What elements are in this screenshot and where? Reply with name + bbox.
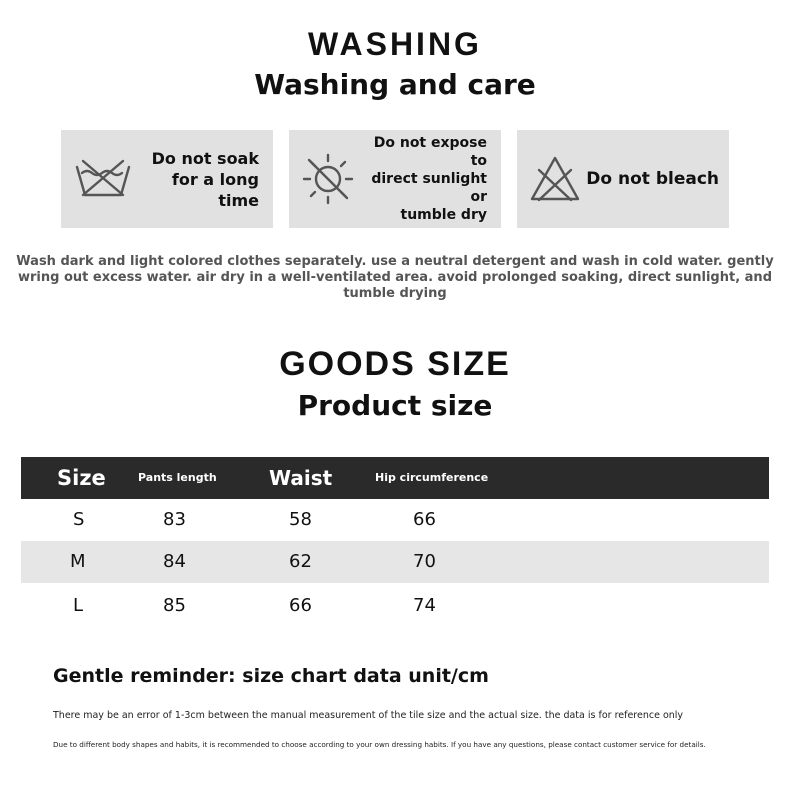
size-reminder: Gentle reminder: size chart data unit/cm [53, 665, 489, 687]
row-s-size: S [73, 509, 85, 530]
care-card-no-sun [289, 130, 501, 228]
row-l-size: L [73, 595, 84, 616]
row-s-pants-length: 83 [163, 509, 186, 530]
no-sun-icon [301, 152, 355, 206]
card-no-sun-line-3: tumble dry [400, 207, 487, 223]
card-no-sun-line-1: Do not expose to [373, 135, 487, 169]
row-s-waist: 58 [289, 509, 312, 530]
washing-description: Wash dark and light colored clothes separately. use a neutral detergent and wash in cold water. gently wring out excess water. air dry in a well-ventilated area. avoid prolonged soaking, direct sunlight, and tumble drying [16, 254, 774, 301]
row-m-size: M [70, 551, 86, 572]
header-pants-length: Pants length [138, 471, 217, 484]
washing-title: WASHING [308, 26, 482, 62]
row-m-pants-length: 84 [163, 551, 186, 572]
header-size: Size [57, 466, 106, 490]
no-soak-icon [75, 155, 131, 203]
row-m-hip: 70 [413, 551, 436, 572]
table-row [21, 541, 769, 583]
row-l-pants-length: 85 [163, 595, 186, 616]
row-m-waist: 62 [289, 551, 312, 572]
size-subtitle: Product size [297, 389, 493, 422]
card-no-bleach-line-1: Do not bleach [586, 169, 719, 189]
no-bleach-icon [529, 154, 581, 204]
table-row [21, 499, 769, 541]
card-no-soak-line-1: Do not soak [151, 148, 259, 168]
table-row [21, 585, 769, 627]
header-waist: Waist [269, 466, 333, 490]
care-card-no-bleach [517, 130, 729, 228]
size-title: GOODS SIZE [279, 345, 511, 383]
washing-subtitle: Washing and care [254, 68, 536, 101]
measurement-note: There may be an error of 1-3cm between the manual measurement of the tile size and the actual size. the data is for reference only [53, 710, 684, 721]
row-l-waist: 66 [289, 595, 312, 616]
fit-advice-note: Due to different body shapes and habits, it is recommended to choose according to your own dressing habits. If you have any questions, please contact customer service for details. [53, 740, 706, 749]
row-l-hip: 74 [413, 595, 436, 616]
header-hip-circumference: Hip circumference [375, 471, 489, 484]
row-s-hip: 66 [413, 509, 436, 530]
care-card-no-soak [61, 130, 273, 228]
size-table-header [21, 457, 769, 499]
card-no-soak-line-2: for a long time [171, 169, 259, 210]
card-no-sun-line-2: direct sunlight or [371, 171, 487, 205]
